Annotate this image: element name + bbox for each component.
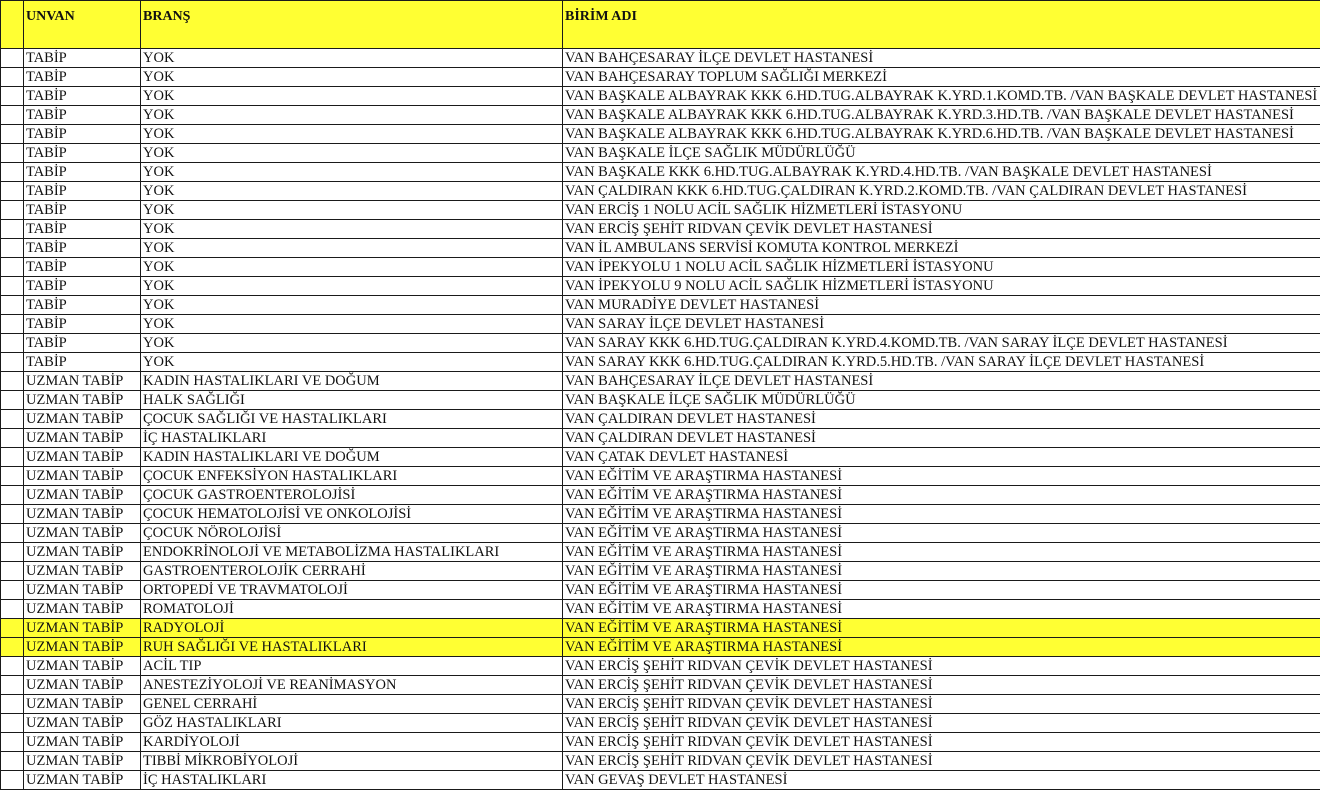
cell-birim-adi[interactable]: VAN EĞİTİM VE ARAŞTIRMA HASTANESİ bbox=[563, 543, 1320, 562]
cell-unvan[interactable]: TABİP bbox=[24, 49, 141, 68]
cell-birim-adi[interactable]: VAN BAŞKALE İLÇE SAĞLIK MÜDÜRLÜĞÜ bbox=[563, 144, 1320, 163]
cell-unvan[interactable]: UZMAN TABİP bbox=[24, 619, 141, 638]
cell-brans[interactable]: YOK bbox=[141, 68, 563, 87]
cell-birim-adi[interactable]: VAN ERCİŞ 1 NOLU ACİL SAĞLIK HİZMETLERİ İSTASYONU bbox=[563, 201, 1320, 220]
cell-birim-adi[interactable]: VAN ERCİŞ ŞEHİT RIDVAN ÇEVİK DEVLET HASTANESİ bbox=[563, 733, 1320, 752]
cell-unvan[interactable]: TABİP bbox=[24, 315, 141, 334]
table-row bbox=[1, 239, 1320, 258]
table-row bbox=[1, 771, 1320, 790]
row-header-cell[interactable] bbox=[1, 144, 24, 163]
cell-brans[interactable]: YOK bbox=[141, 106, 563, 125]
cell-brans[interactable]: YOK bbox=[141, 353, 563, 372]
cell-birim-adi[interactable]: VAN EĞİTİM VE ARAŞTIRMA HASTANESİ bbox=[563, 581, 1320, 600]
table-row bbox=[1, 315, 1320, 334]
cell-birim-adi[interactable]: VAN EĞİTİM VE ARAŞTIRMA HASTANESİ bbox=[563, 505, 1320, 524]
table-row bbox=[1, 182, 1320, 201]
cell-brans[interactable]: ÇOCUK ENFEKSİYON HASTALIKLARI bbox=[141, 467, 563, 486]
cell-birim-adi[interactable]: VAN ERCİŞ ŞEHİT RIDVAN ÇEVİK DEVLET HASTANESİ bbox=[563, 220, 1320, 239]
row-header-cell[interactable] bbox=[1, 657, 24, 676]
cell-birim-adi[interactable]: VAN ÇALDIRAN DEVLET HASTANESİ bbox=[563, 410, 1320, 429]
cell-birim-adi[interactable]: VAN GEVAŞ DEVLET HASTANESİ bbox=[563, 771, 1320, 790]
cell-unvan[interactable]: TABİP bbox=[24, 144, 141, 163]
table-row bbox=[1, 49, 1320, 68]
table-row bbox=[1, 543, 1320, 562]
cell-birim-adi[interactable]: VAN EĞİTİM VE ARAŞTIRMA HASTANESİ bbox=[563, 600, 1320, 619]
header-unvan[interactable]: UNVAN bbox=[24, 1, 141, 49]
row-header-cell[interactable] bbox=[1, 581, 24, 600]
cell-unvan[interactable]: TABİP bbox=[24, 334, 141, 353]
row-header-cell[interactable] bbox=[1, 638, 24, 657]
cell-brans[interactable]: YOK bbox=[141, 239, 563, 258]
table-row bbox=[1, 638, 1320, 657]
cell-brans[interactable]: YOK bbox=[141, 125, 563, 144]
cell-birim-adi[interactable]: VAN SARAY KKK 6.HD.TUG.ÇALDIRAN K.YRD.4.KOMD.TB. /VAN SARAY İLÇE DEVLET HASTANESİ bbox=[563, 334, 1320, 353]
row-header-cell[interactable] bbox=[1, 1, 24, 49]
cell-birim-adi[interactable]: VAN İPEKYOLU 9 NOLU ACİL SAĞLIK HİZMETLERİ İSTASYONU bbox=[563, 277, 1320, 296]
cell-unvan[interactable]: TABİP bbox=[24, 296, 141, 315]
table-row bbox=[1, 296, 1320, 315]
cell-unvan[interactable]: UZMAN TABİP bbox=[24, 695, 141, 714]
cell-unvan[interactable]: UZMAN TABİP bbox=[24, 733, 141, 752]
cell-unvan[interactable]: UZMAN TABİP bbox=[24, 391, 141, 410]
cell-brans[interactable]: TIBBİ MİKROBİYOLOJİ bbox=[141, 752, 563, 771]
row-header-cell[interactable] bbox=[1, 182, 24, 201]
cell-unvan[interactable]: TABİP bbox=[24, 68, 141, 87]
cell-birim-adi[interactable]: VAN BAHÇESARAY TOPLUM SAĞLIĞI MERKEZİ bbox=[563, 68, 1320, 87]
table-row bbox=[1, 619, 1320, 638]
cell-birim-adi[interactable]: VAN ERCİŞ ŞEHİT RIDVAN ÇEVİK DEVLET HASTANESİ bbox=[563, 752, 1320, 771]
cell-unvan[interactable]: TABİP bbox=[24, 220, 141, 239]
cell-unvan[interactable]: UZMAN TABİP bbox=[24, 600, 141, 619]
cell-birim-adi[interactable]: VAN BAŞKALE İLÇE SAĞLIK MÜDÜRLÜĞÜ bbox=[563, 391, 1320, 410]
cell-brans[interactable]: YOK bbox=[141, 220, 563, 239]
row-header-cell[interactable] bbox=[1, 296, 24, 315]
row-header-cell[interactable] bbox=[1, 87, 24, 106]
cell-brans[interactable]: GASTROENTEROLOJİK CERRAHİ bbox=[141, 562, 563, 581]
cell-unvan[interactable]: UZMAN TABİP bbox=[24, 638, 141, 657]
row-header-cell[interactable] bbox=[1, 524, 24, 543]
cell-birim-adi[interactable]: VAN ERCİŞ ŞEHİT RIDVAN ÇEVİK DEVLET HASTANESİ bbox=[563, 657, 1320, 676]
table-row bbox=[1, 391, 1320, 410]
table-row bbox=[1, 220, 1320, 239]
cell-birim-adi[interactable]: VAN BAHÇESARAY İLÇE DEVLET HASTANESİ bbox=[563, 49, 1320, 68]
cell-birim-adi[interactable]: VAN EĞİTİM VE ARAŞTIRMA HASTANESİ bbox=[563, 619, 1320, 638]
cell-unvan[interactable]: TABİP bbox=[24, 106, 141, 125]
cell-birim-adi[interactable]: VAN BAŞKALE KKK 6.HD.TUG.ALBAYRAK K.YRD.4.HD.TB. /VAN BAŞKALE DEVLET HASTANESİ bbox=[563, 163, 1320, 182]
cell-unvan[interactable]: UZMAN TABİP bbox=[24, 505, 141, 524]
cell-brans[interactable]: KADIN HASTALIKLARI VE DOĞUM bbox=[141, 448, 563, 467]
cell-birim-adi[interactable]: VAN EĞİTİM VE ARAŞTIRMA HASTANESİ bbox=[563, 524, 1320, 543]
table-row bbox=[1, 486, 1320, 505]
row-header-cell[interactable] bbox=[1, 619, 24, 638]
row-header-cell[interactable] bbox=[1, 220, 24, 239]
cell-brans[interactable]: YOK bbox=[141, 334, 563, 353]
cell-unvan[interactable]: UZMAN TABİP bbox=[24, 657, 141, 676]
cell-birim-adi[interactable]: VAN SARAY KKK 6.HD.TUG.ÇALDIRAN K.YRD.5.HD.TB. /VAN SARAY İLÇE DEVLET HASTANESİ bbox=[563, 353, 1320, 372]
cell-brans[interactable]: ANESTEZİYOLOJİ VE REANİMASYON bbox=[141, 676, 563, 695]
cell-brans[interactable]: YOK bbox=[141, 258, 563, 277]
cell-birim-adi[interactable]: VAN ÇALDIRAN KKK 6.HD.TUG.ÇALDIRAN K.YRD.2.KOMD.TB. /VAN ÇALDIRAN DEVLET HASTANESİ bbox=[563, 182, 1320, 201]
row-header-cell[interactable] bbox=[1, 125, 24, 144]
cell-birim-adi[interactable]: VAN ERCİŞ ŞEHİT RIDVAN ÇEVİK DEVLET HASTANESİ bbox=[563, 676, 1320, 695]
cell-birim-adi[interactable]: VAN MURADİYE DEVLET HASTANESİ bbox=[563, 296, 1320, 315]
row-header-cell[interactable] bbox=[1, 106, 24, 125]
header-row bbox=[1, 1, 1320, 49]
cell-brans[interactable]: ÇOCUK NÖROLOJİSİ bbox=[141, 524, 563, 543]
row-header-cell[interactable] bbox=[1, 695, 24, 714]
row-header-cell[interactable] bbox=[1, 372, 24, 391]
cell-unvan[interactable]: UZMAN TABİP bbox=[24, 410, 141, 429]
cell-unvan[interactable]: TABİP bbox=[24, 125, 141, 144]
cell-brans[interactable]: YOK bbox=[141, 201, 563, 220]
row-header-cell[interactable] bbox=[1, 448, 24, 467]
cell-birim-adi[interactable]: VAN BAŞKALE ALBAYRAK KKK 6.HD.TUG.ALBAYRAK K.YRD.3.HD.TB. /VAN BAŞKALE DEVLET HASTANESİ bbox=[563, 106, 1320, 125]
cell-brans[interactable]: YOK bbox=[141, 144, 563, 163]
row-header-cell[interactable] bbox=[1, 505, 24, 524]
cell-brans[interactable]: YOK bbox=[141, 49, 563, 68]
table-row bbox=[1, 353, 1320, 372]
cell-unvan[interactable]: TABİP bbox=[24, 258, 141, 277]
cell-birim-adi[interactable]: VAN EĞİTİM VE ARAŞTIRMA HASTANESİ bbox=[563, 467, 1320, 486]
cell-brans[interactable]: YOK bbox=[141, 277, 563, 296]
table-row bbox=[1, 68, 1320, 87]
cell-birim-adi[interactable]: VAN İL AMBULANS SERVİSİ KOMUTA KONTROL MERKEZİ bbox=[563, 239, 1320, 258]
table-row bbox=[1, 676, 1320, 695]
row-header-cell[interactable] bbox=[1, 49, 24, 68]
cell-birim-adi[interactable]: VAN EĞİTİM VE ARAŞTIRMA HASTANESİ bbox=[563, 486, 1320, 505]
table-row bbox=[1, 657, 1320, 676]
cell-brans[interactable]: KADIN HASTALIKLARI VE DOĞUM bbox=[141, 372, 563, 391]
row-header-cell[interactable] bbox=[1, 429, 24, 448]
cell-unvan[interactable]: UZMAN TABİP bbox=[24, 752, 141, 771]
cell-brans[interactable]: GENEL CERRAHİ bbox=[141, 695, 563, 714]
cell-brans[interactable]: ORTOPEDİ VE TRAVMATOLOJİ bbox=[141, 581, 563, 600]
table-row bbox=[1, 733, 1320, 752]
table-row bbox=[1, 277, 1320, 296]
cell-birim-adi[interactable]: VAN BAŞKALE ALBAYRAK KKK 6.HD.TUG.ALBAYRAK K.YRD.6.HD.TB. /VAN BAŞKALE DEVLET HASTANESİ bbox=[563, 125, 1320, 144]
row-header-cell[interactable] bbox=[1, 258, 24, 277]
cell-unvan[interactable]: TABİP bbox=[24, 182, 141, 201]
cell-brans[interactable]: YOK bbox=[141, 296, 563, 315]
cell-birim-adi[interactable]: VAN ERCİŞ ŞEHİT RIDVAN ÇEVİK DEVLET HASTANESİ bbox=[563, 695, 1320, 714]
cell-brans[interactable]: KARDİYOLOJİ bbox=[141, 733, 563, 752]
cell-unvan[interactable]: UZMAN TABİP bbox=[24, 429, 141, 448]
cell-brans[interactable]: ACİL TIP bbox=[141, 657, 563, 676]
cell-brans[interactable]: YOK bbox=[141, 87, 563, 106]
cell-birim-adi[interactable]: VAN EĞİTİM VE ARAŞTIRMA HASTANESİ bbox=[563, 638, 1320, 657]
cell-unvan[interactable]: UZMAN TABİP bbox=[24, 372, 141, 391]
row-header-cell[interactable] bbox=[1, 334, 24, 353]
table-row bbox=[1, 201, 1320, 220]
cell-brans[interactable]: RUH SAĞLIĞI VE HASTALIKLARI bbox=[141, 638, 563, 657]
row-header-cell[interactable] bbox=[1, 163, 24, 182]
cell-unvan[interactable]: UZMAN TABİP bbox=[24, 581, 141, 600]
table-row bbox=[1, 448, 1320, 467]
row-header-cell[interactable] bbox=[1, 771, 24, 790]
row-header-cell[interactable] bbox=[1, 410, 24, 429]
row-header-cell[interactable] bbox=[1, 315, 24, 334]
table-row bbox=[1, 695, 1320, 714]
cell-unvan[interactable]: TABİP bbox=[24, 353, 141, 372]
table-row bbox=[1, 144, 1320, 163]
table-row bbox=[1, 714, 1320, 733]
cell-brans[interactable]: ENDOKRİNOLOJİ VE METABOLİZMA HASTALIKLARI bbox=[141, 543, 563, 562]
cell-brans[interactable]: RADYOLOJİ bbox=[141, 619, 563, 638]
cell-unvan[interactable]: UZMAN TABİP bbox=[24, 486, 141, 505]
table-row bbox=[1, 372, 1320, 391]
row-header-cell[interactable] bbox=[1, 752, 24, 771]
cell-unvan[interactable]: TABİP bbox=[24, 87, 141, 106]
cell-unvan[interactable]: UZMAN TABİP bbox=[24, 676, 141, 695]
cell-brans[interactable]: YOK bbox=[141, 315, 563, 334]
row-header-cell[interactable] bbox=[1, 676, 24, 695]
table-row bbox=[1, 752, 1320, 771]
cell-birim-adi[interactable]: VAN EĞİTİM VE ARAŞTIRMA HASTANESİ bbox=[563, 562, 1320, 581]
table-row bbox=[1, 505, 1320, 524]
cell-birim-adi[interactable]: VAN İPEKYOLU 1 NOLU ACİL SAĞLIK HİZMETLERİ İSTASYONU bbox=[563, 258, 1320, 277]
cell-brans[interactable]: YOK bbox=[141, 163, 563, 182]
row-header-cell[interactable] bbox=[1, 600, 24, 619]
row-header-cell[interactable] bbox=[1, 467, 24, 486]
cell-unvan[interactable]: UZMAN TABİP bbox=[24, 771, 141, 790]
cell-brans[interactable]: GÖZ HASTALIKLARI bbox=[141, 714, 563, 733]
row-header-cell[interactable] bbox=[1, 562, 24, 581]
cell-brans[interactable]: ÇOCUK GASTROENTEROLOJİSİ bbox=[141, 486, 563, 505]
table-row bbox=[1, 125, 1320, 144]
table-row bbox=[1, 410, 1320, 429]
table-row bbox=[1, 87, 1320, 106]
cell-unvan[interactable]: TABİP bbox=[24, 163, 141, 182]
cell-brans[interactable]: ROMATOLOJİ bbox=[141, 600, 563, 619]
cell-brans[interactable]: YOK bbox=[141, 182, 563, 201]
table-row bbox=[1, 429, 1320, 448]
row-header-cell[interactable] bbox=[1, 543, 24, 562]
row-header-cell[interactable] bbox=[1, 486, 24, 505]
cell-unvan[interactable]: TABİP bbox=[24, 201, 141, 220]
cell-birim-adi[interactable]: VAN BAŞKALE ALBAYRAK KKK 6.HD.TUG.ALBAYRAK K.YRD.1.KOMD.TB. /VAN BAŞKALE DEVLET HASTANESİ bbox=[563, 87, 1320, 106]
row-header-cell[interactable] bbox=[1, 733, 24, 752]
cell-birim-adi[interactable]: VAN ERCİŞ ŞEHİT RIDVAN ÇEVİK DEVLET HASTANESİ bbox=[563, 714, 1320, 733]
table-row bbox=[1, 467, 1320, 486]
row-header-cell[interactable] bbox=[1, 68, 24, 87]
cell-brans[interactable]: İÇ HASTALIKLARI bbox=[141, 429, 563, 448]
cell-unvan[interactable]: UZMAN TABİP bbox=[24, 467, 141, 486]
table-row bbox=[1, 163, 1320, 182]
cell-unvan[interactable]: UZMAN TABİP bbox=[24, 562, 141, 581]
cell-brans[interactable]: ÇOCUK SAĞLIĞI VE HASTALIKLARI bbox=[141, 410, 563, 429]
cell-unvan[interactable]: UZMAN TABİP bbox=[24, 524, 141, 543]
row-header-cell[interactable] bbox=[1, 391, 24, 410]
table-row bbox=[1, 334, 1320, 353]
cell-unvan[interactable]: TABİP bbox=[24, 277, 141, 296]
row-header-cell[interactable] bbox=[1, 277, 24, 296]
header-birim-adi[interactable]: BİRİM ADI bbox=[563, 1, 1320, 49]
cell-unvan[interactable]: UZMAN TABİP bbox=[24, 448, 141, 467]
cell-birim-adi[interactable]: VAN BAHÇESARAY İLÇE DEVLET HASTANESİ bbox=[563, 372, 1320, 391]
row-header-cell[interactable] bbox=[1, 714, 24, 733]
cell-unvan[interactable]: UZMAN TABİP bbox=[24, 714, 141, 733]
cell-birim-adi[interactable]: VAN ÇATAK DEVLET HASTANESİ bbox=[563, 448, 1320, 467]
row-header-cell[interactable] bbox=[1, 239, 24, 258]
table-row bbox=[1, 600, 1320, 619]
cell-unvan[interactable]: TABİP bbox=[24, 239, 141, 258]
header-brans[interactable]: BRANŞ bbox=[141, 1, 563, 49]
cell-unvan[interactable]: UZMAN TABİP bbox=[24, 543, 141, 562]
table-row bbox=[1, 562, 1320, 581]
cell-birim-adi[interactable]: VAN ÇALDIRAN DEVLET HASTANESİ bbox=[563, 429, 1320, 448]
table-row bbox=[1, 258, 1320, 277]
table-row bbox=[1, 106, 1320, 125]
cell-brans[interactable]: İÇ HASTALIKLARI bbox=[141, 771, 563, 790]
cell-brans[interactable]: ÇOCUK HEMATOLOJİSİ VE ONKOLOJİSİ bbox=[141, 505, 563, 524]
table-row bbox=[1, 581, 1320, 600]
cell-birim-adi[interactable]: VAN SARAY İLÇE DEVLET HASTANESİ bbox=[563, 315, 1320, 334]
row-header-cell[interactable] bbox=[1, 201, 24, 220]
cell-brans[interactable]: HALK SAĞLIĞI bbox=[141, 391, 563, 410]
row-header-cell[interactable] bbox=[1, 353, 24, 372]
table-row bbox=[1, 524, 1320, 543]
